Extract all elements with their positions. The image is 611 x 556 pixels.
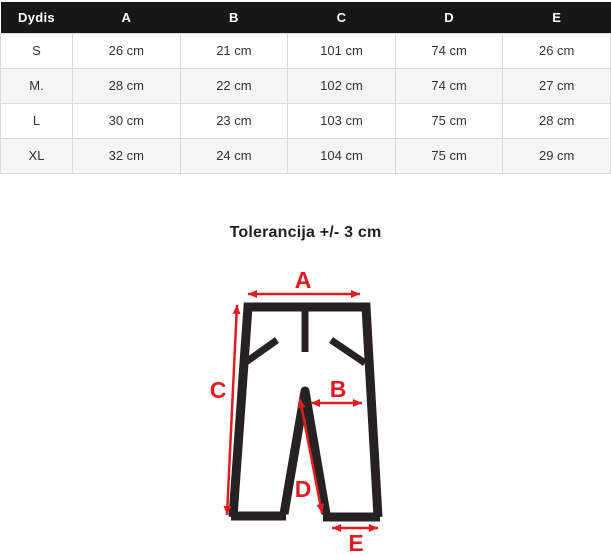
col-header-c: C [288,2,396,33]
col-header-d: D [395,2,503,33]
cell-value: 26 cm [73,33,181,68]
cell-value: 22 cm [180,68,288,103]
cell-value: 28 cm [503,103,611,138]
col-header-e: E [503,2,611,33]
cell-value: 101 cm [288,33,396,68]
cell-value: 74 cm [395,33,503,68]
cell-value: 26 cm [503,33,611,68]
size-label: XL [1,138,73,173]
col-header-a: A [73,2,181,33]
cell-value: 75 cm [395,138,503,173]
cell-value: 104 cm [288,138,396,173]
col-header-b: B [180,2,288,33]
pants-left-pocket-line [246,340,277,362]
cell-value: 29 cm [503,138,611,173]
cell-value: 21 cm [180,33,288,68]
cell-value: 23 cm [180,103,288,138]
label-b: B [329,376,347,402]
label-d: D [294,476,312,502]
tolerance-note: Tolerancija +/- 3 cm [229,224,382,241]
cell-value: 74 cm [395,68,503,103]
label-c: C [209,377,227,403]
cell-value: 75 cm [395,103,503,138]
size-label: M. [1,68,73,103]
label-a: A [294,267,312,293]
pants-right-pocket-line [331,340,365,363]
col-header-size: Dydis [1,2,73,33]
cell-value: 103 cm [288,103,396,138]
cell-value: 30 cm [73,103,181,138]
label-e: E [348,530,364,556]
cell-value: 27 cm [503,68,611,103]
size-label: L [1,103,73,138]
cell-value: 24 cm [180,138,288,173]
cell-value: 28 cm [73,68,181,103]
size-label: S [1,33,73,68]
cell-value: 102 cm [288,68,396,103]
cell-value: 32 cm [73,138,181,173]
